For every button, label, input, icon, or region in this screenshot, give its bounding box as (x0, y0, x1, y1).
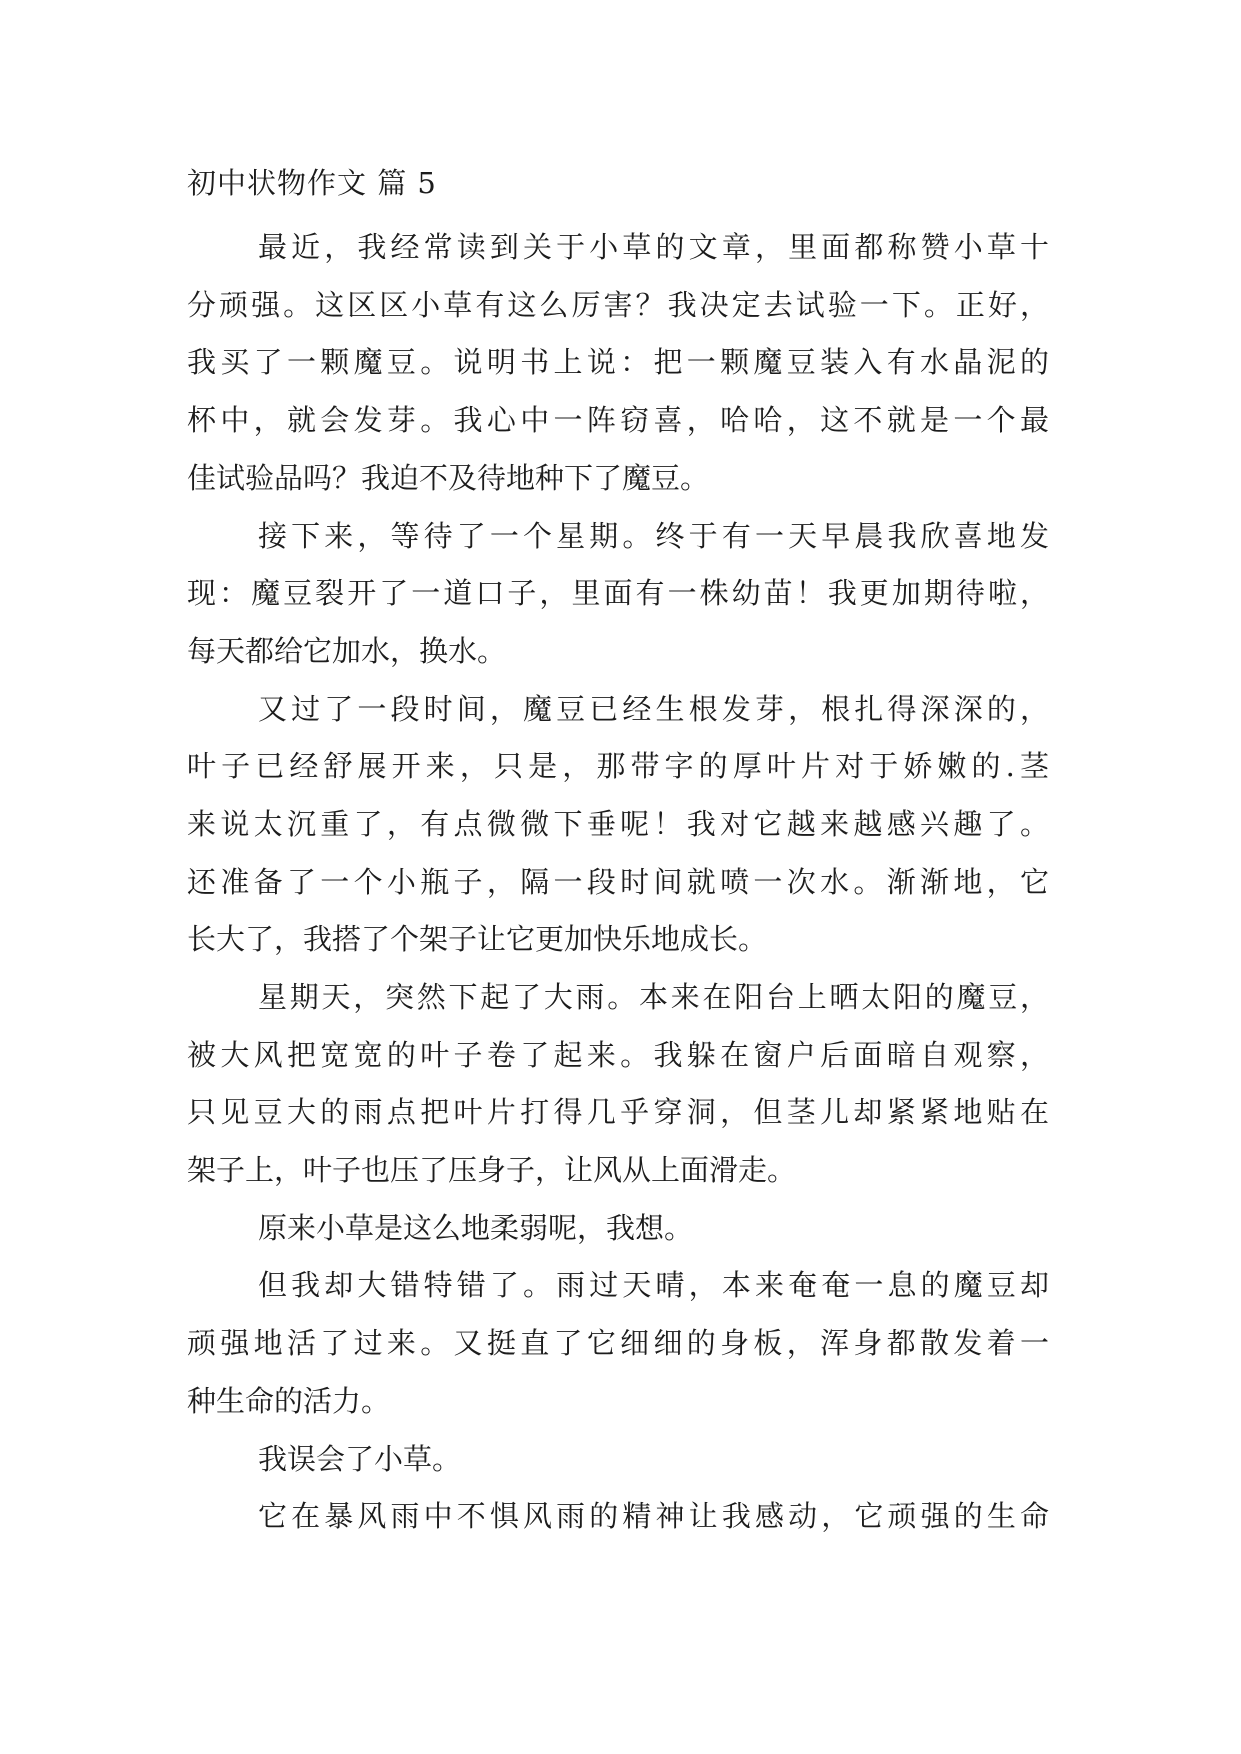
paragraph-line: 又过了一段时间，魔豆已经生根发芽，根扎得深深的， (258, 691, 1049, 726)
paragraph-line: 还准备了一个小瓶子，隔一段时间就喷一次水。渐渐地，它 (187, 864, 1049, 899)
paragraph-line: 我误会了小草。 (258, 1441, 462, 1476)
paragraph-line: 被大风把宽宽的叶子卷了起来。我躲在窗户后面暗自观察， (187, 1037, 1049, 1072)
paragraph-line: 现：魔豆裂开了一道口子，里面有一株幼苗！我更加期待啦， (187, 576, 1049, 611)
paragraph-line: 来说太沉重了，有点微微下垂呢！我对它越来越感兴趣了。 (187, 806, 1049, 841)
paragraph-line: 最近，我经常读到关于小草的文章，里面都称赞小草十 (258, 230, 1049, 265)
paragraph-line: 只见豆大的雨点把叶片打得几乎穿洞，但茎儿却紧紧地贴在 (187, 1095, 1049, 1130)
paragraph-line: 分顽强。这区区小草有这么厉害？我决定去试验一下。正好， (187, 287, 1049, 322)
paragraph-line: 顽强地活了过来。又挺直了它细细的身板，浑身都散发着一 (187, 1326, 1049, 1361)
paragraph-line: 长大了，我搭了个架子让它更加快乐地成长。 (187, 922, 768, 957)
paragraph (187, 219, 1049, 507)
essay-title: 初中状物作文 篇 5 (187, 166, 437, 200)
paragraph (187, 1200, 1049, 1258)
paragraph (187, 1431, 1049, 1489)
paragraph-line: 佳试验品吗？我迫不及待地种下了魔豆。 (187, 460, 710, 495)
paragraph-line: 架子上，叶子也压了压身子，让风从上面滑走。 (187, 1153, 797, 1188)
paragraph-line: 种生命的活力。 (187, 1383, 391, 1418)
paragraph (187, 969, 1049, 1200)
paragraph (187, 681, 1049, 969)
paragraph-line: 杯中，就会发芽。我心中一阵窃喜，哈哈，这不就是一个最 (187, 403, 1049, 438)
paragraph-line: 星期天，突然下起了大雨。本来在阳台上晒太阳的魔豆， (258, 980, 1049, 1015)
paragraph-line: 每天都给它加水，换水。 (187, 633, 507, 668)
paragraph-line: 它在暴风雨中不惧风雨的精神让我感动，它顽强的生命 (258, 1499, 1049, 1534)
paragraph-line: 接下来，等待了一个星期。终于有一天早晨我欣喜地发 (258, 518, 1049, 553)
paragraph-line: 叶子已经舒展开来，只是，那带字的厚叶片对于娇嫩的.茎 (187, 749, 1049, 784)
paragraph-line: 我买了一颗魔豆。说明书上说：把一颗魔豆装入有水晶泥的 (187, 345, 1049, 380)
document-body (187, 155, 1049, 1546)
paragraph (187, 1257, 1049, 1430)
paragraph (187, 508, 1049, 681)
paragraph (187, 1488, 1049, 1546)
paragraph-line: 但我却大错特错了。雨过天晴，本来奄奄一息的魔豆却 (258, 1268, 1049, 1303)
paragraph-line: 原来小草是这么地柔弱呢，我想。 (258, 1210, 694, 1245)
